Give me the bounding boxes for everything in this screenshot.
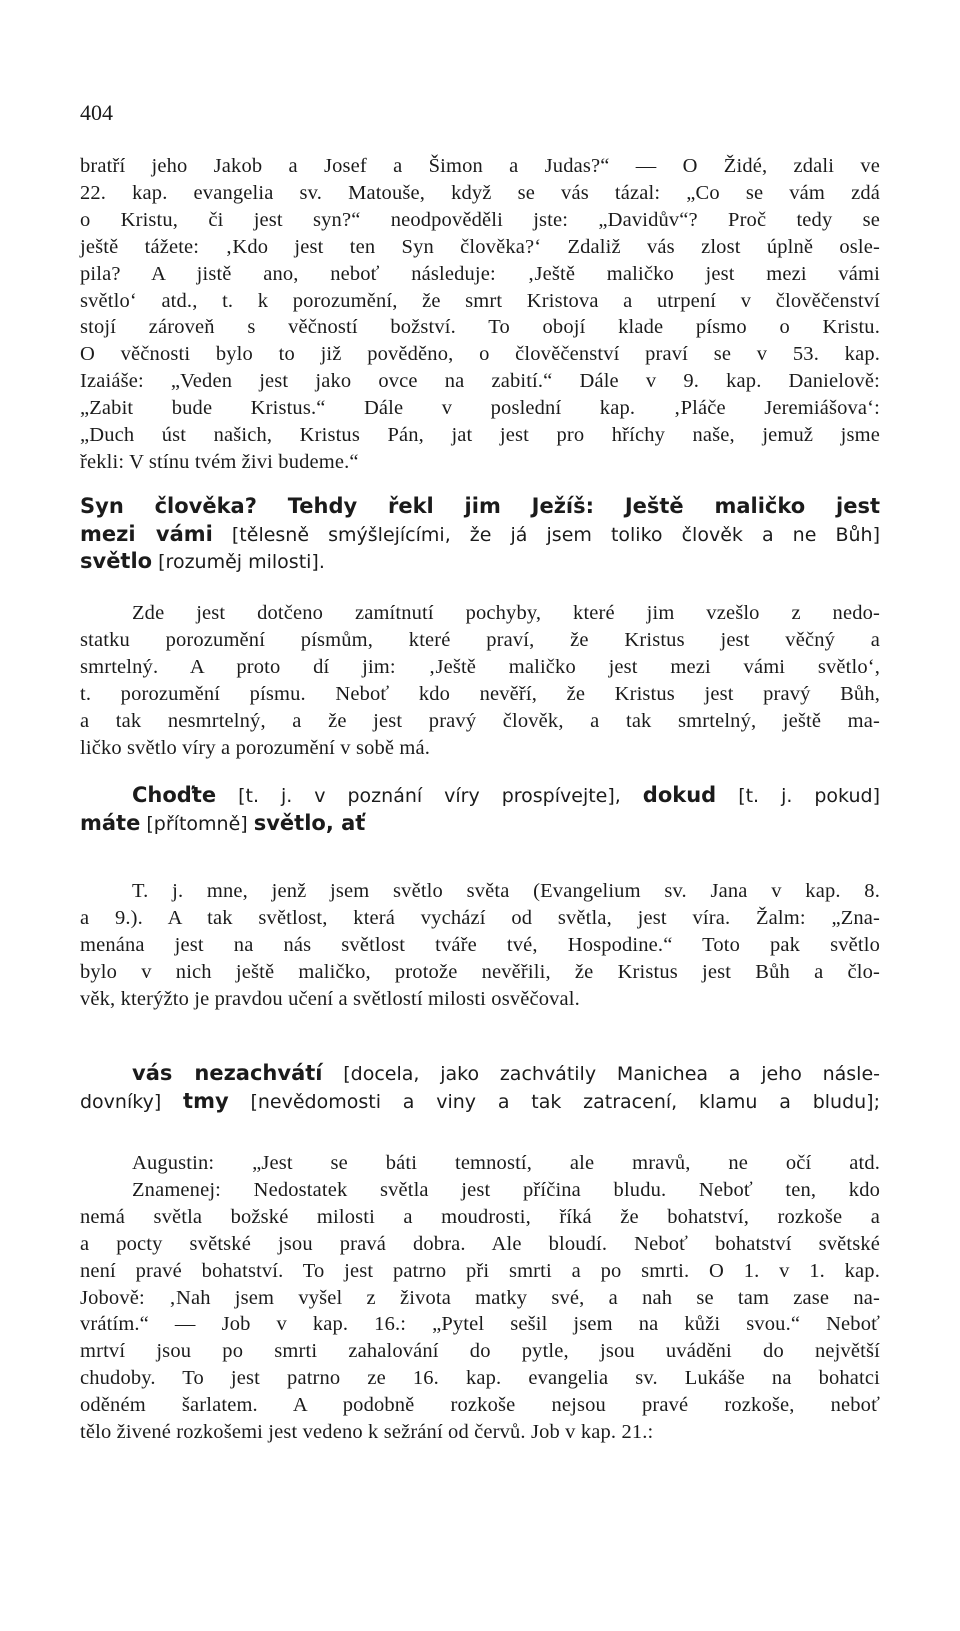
paragraph-2-line: smrtelný. A proto dí jim: ‚Ještě maličko jest mezi vámi světlo‘,	[80, 655, 880, 678]
commentary-2-text-2: [t. j. pokud]	[716, 785, 880, 807]
commentary-1	[80, 493, 880, 576]
paragraph-4-line: vrátím.“ — Job v kap. 16.: „Pytel sešil jsem na kůži svou.“ Neboť	[80, 1313, 880, 1336]
commentary-1-text-2: [tělesně smýšlejícími, že já jsem toliko člověk a ne Bůh]	[212, 523, 880, 546]
paragraph-1-line: světlo‘ atd., t. k porozumění, že smrt Kristova a utrpení v člověčenství	[80, 289, 880, 312]
commentary-2	[80, 782, 880, 837]
commentary-2-bold-2: dokud	[642, 783, 717, 807]
paragraph-1-line: o Kristu, či jest syn?“ neodpověděli jste: „Davidův“? Proč tedy se	[80, 208, 880, 231]
commentary-1-bold-2: mezi vámi	[80, 521, 213, 546]
paragraph-4-line: Augustin: „Jest se báti temností, ale mravů, ne očí atd.	[132, 1152, 880, 1174]
paragraph-4-line: chudoby. To jest patrno ze 16. kap. evangelia sv. Lukáše na bohatci	[80, 1367, 880, 1390]
paragraph-3	[80, 878, 880, 1013]
commentary-1-bold-1: Syn člověka? Tehdy řekl jim Ježíš: Ještě maličko jest	[80, 494, 880, 518]
paragraph-2-line: statku porozumění písmům, které praví, že Kristus jest věčný a	[80, 628, 880, 651]
commentary-2-bold-3: máte	[80, 810, 141, 835]
paragraph-4-line: není pravé bohatství. To jest patrno při smrti a po smrti. O 1. v 1. kap.	[80, 1259, 880, 1282]
page-number: 404	[80, 100, 113, 125]
commentary-3-text-2: dovníky]	[80, 1090, 184, 1113]
paragraph-4-line: tělo živené rozkošemi jest vedeno k sežrání od červů. Job v kap. 21.:	[80, 1421, 654, 1444]
paragraph-3-line: a 9.). A tak světlost, která vychází od světla, jest víra. Žalm: „Zna-	[80, 906, 880, 929]
paragraph-1-line: pila? A jistě ano, neboť následuje: ‚Ještě maličko jest mezi vámi	[80, 262, 880, 285]
paragraph-1-line: řekli: V stínu tvém živi budeme.“	[80, 450, 359, 473]
paragraph-1-line: bratří jeho Jakob a Josef a Šimon a Judas?“ — O Židé, zdali ve	[80, 155, 880, 177]
paragraph-3-line: bylo v nich ještě maličko, protože nevěřili, že Kristus jest Bůh a člo-	[80, 960, 880, 983]
paragraph-2-line: ličko světlo víry a porozumění v sobě má.	[80, 736, 431, 759]
paragraph-4-line: oděném šarlatem. A podobně rozkoše nejsou pravé rozkoše, neboť	[80, 1394, 880, 1417]
commentary-3-text-3: [nevědomosti a viny a tak zatracení, klamu a bludu];	[228, 1090, 880, 1113]
commentary-3-bold-2: tmy	[183, 1088, 229, 1113]
paragraph-1-line: stojí zároveň s věčností božství. To obojí klade písmo o Kristu.	[80, 316, 880, 339]
commentary-1-text-3: [rozuměj milosti].	[152, 551, 325, 573]
book-page	[80, 0, 880, 1631]
paragraph-1-line: Izaiáše: „Veden jest jako ovce na zabití.“ Dále v 9. kap. Danielově:	[80, 370, 880, 393]
paragraph-1-line: 22. kap. evangelia sv. Matouše, když se vás tázal: „Co se vám zdá	[80, 181, 880, 204]
paragraph-4-line: mrtví jsou po smrti zahalování do pytle, jsou uváděni do největší	[80, 1340, 880, 1363]
paragraph-4-line: Jobově: ‚Nah jsem vyšel z života matky své, a nah se tam zase na-	[80, 1286, 880, 1309]
paragraph-2-line: t. porozumění písmu. Neboť kdo nevěří, že Kristus jest pravý Bůh,	[80, 682, 880, 705]
paragraph-1-line: ještě tážete: ‚Kdo jest ten Syn člověka?‘ Zdaliž vás zlost úplně osle-	[80, 235, 880, 258]
paragraph-1-line: „Duch úst našich, Kristus Pán, jat jest pro hříchy naše, jemuž jsme	[80, 424, 880, 447]
commentary-3-bold-1: vás nezachvátí	[132, 1061, 323, 1085]
paragraph-2-line: a tak nesmrtelný, a že jest pravý člověk, a tak smrtelný, ještě ma-	[80, 709, 880, 732]
paragraph-3-line: věk, kterýžto je pravdou učení a světlostí milosti osvěčoval.	[80, 987, 580, 1010]
commentary-2-bold-4: světlo, ať	[253, 810, 366, 835]
paragraph-3-line: menána jest na nás světlost tváře tvé, Hospodine.“ Toto pak světlo	[80, 933, 880, 956]
commentary-2-text-3: [přítomně]	[140, 812, 254, 835]
commentary-2-bold-1: Choďte	[132, 783, 217, 807]
paragraph-4-line: nemá světla božské milosti a moudrosti, říká že bohatství, rozkoše a	[80, 1205, 880, 1228]
paragraph-3-line: T. j. mne, jenž jsem světlo světa (Evangelium sv. Jana v kap. 8.	[132, 880, 880, 902]
commentary-3	[80, 1060, 880, 1115]
paragraph-1-line: O věčnosti bylo to již pověděno, o člověčenství praví se v 53. kap.	[80, 343, 880, 366]
paragraph-4-line: a pocty světské jsou pravá dobra. Ale bloudí. Neboť bohatství světské	[80, 1232, 880, 1255]
commentary-3-text-1: [docela, jako zachvátily Manichea a jeho násle-	[322, 1063, 880, 1085]
paragraph-4	[80, 1150, 880, 1446]
paragraph-1	[80, 153, 880, 476]
paragraph-1-line: „Zabit bude Kristus.“ Dále v poslední kap. ‚Pláče Jeremiášova‘:	[80, 397, 880, 420]
paragraph-2	[80, 600, 880, 761]
commentary-1-bold-3: světlo	[80, 549, 153, 573]
paragraph-4-line: Znamenej: Nedostatek světla jest příčina bludu. Neboť ten, kdo	[132, 1178, 880, 1201]
paragraph-2-line: Zde jest dotčeno zamítnutí pochyby, které jim vzešlo z nedo-	[132, 602, 880, 624]
commentary-2-text-1: [t. j. v poznání víry prospívejte],	[216, 785, 643, 807]
